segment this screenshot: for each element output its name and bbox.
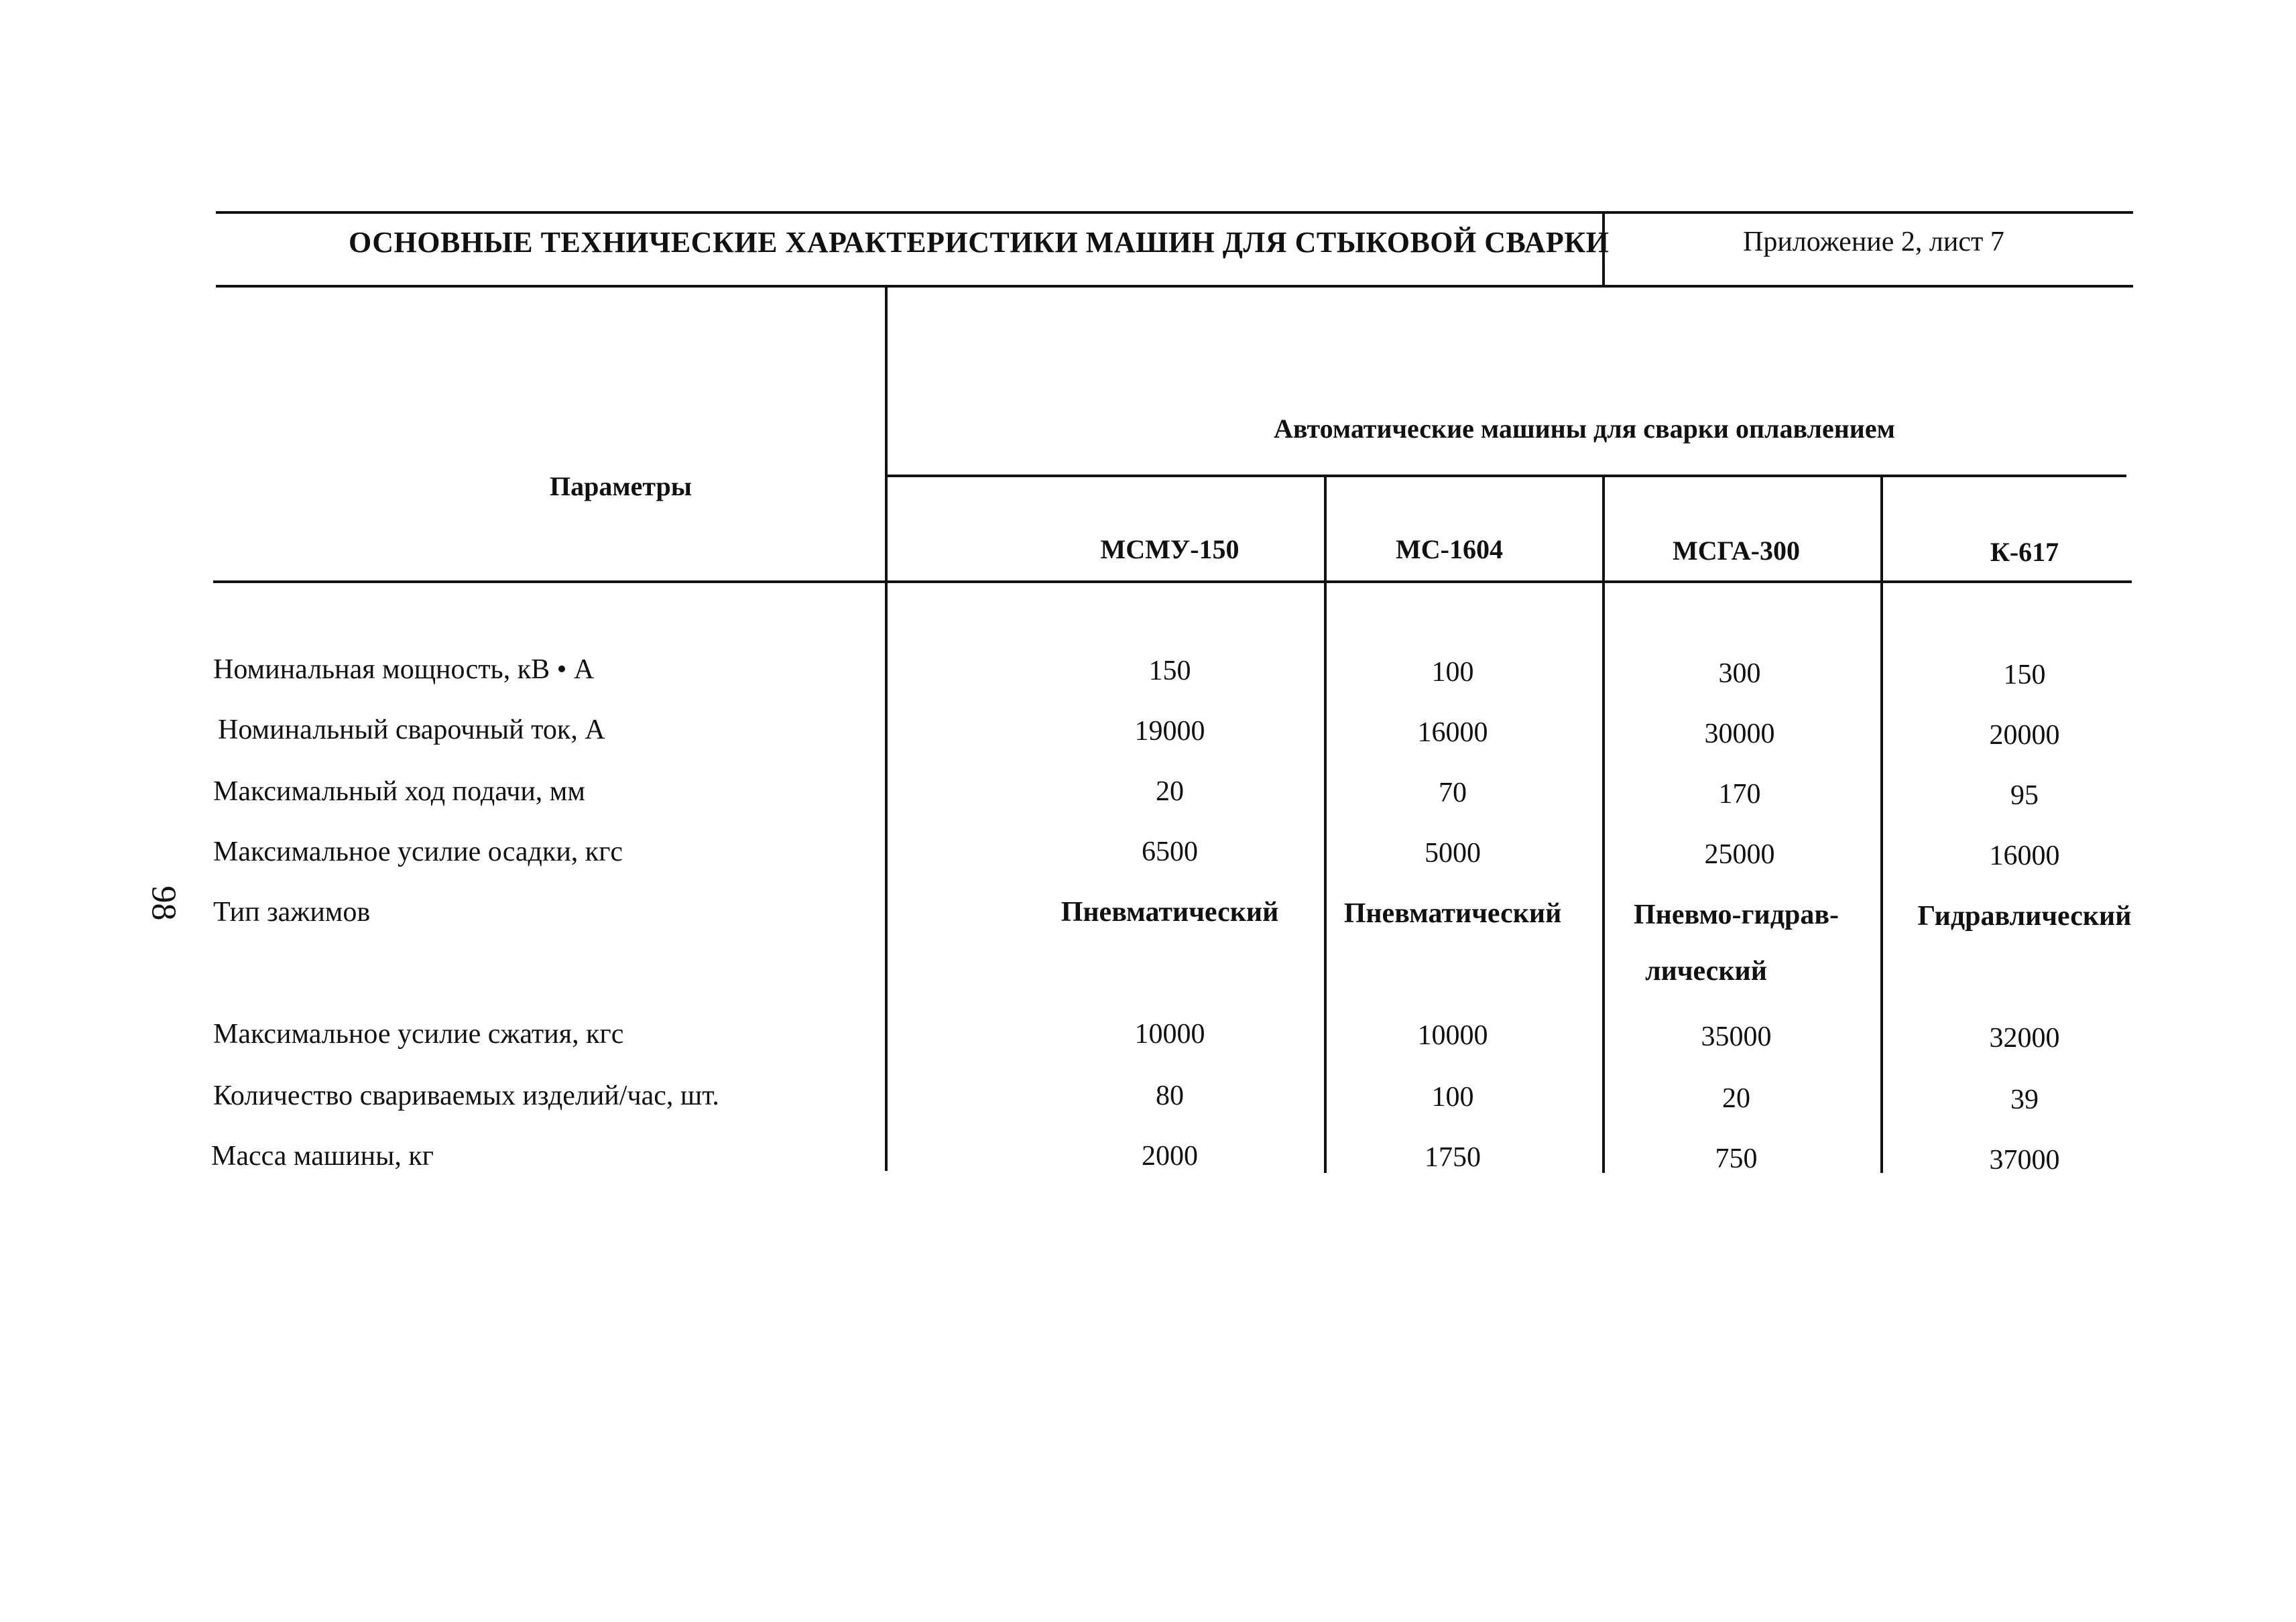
document-title: ОСНОВНЫЕ ТЕХНИЧЕСКИЕ ХАРАКТЕРИСТИКИ МАШИН ДЛЯ СТЫКОВОЙ СВАРКИ — [349, 226, 1610, 259]
cell-1-3: 300 — [1718, 658, 1761, 689]
page-number: 98 — [144, 885, 183, 921]
params-column-divider — [885, 286, 888, 1171]
row-label-2: Номинальный сварочный ток, А — [218, 714, 605, 745]
top-rule — [216, 211, 2133, 214]
model-header-1: МСМУ-150 — [1100, 534, 1240, 564]
cell-1-1: 150 — [1148, 656, 1191, 686]
cell-1-4: 150 — [2003, 660, 2046, 690]
cell-4-1: 6500 — [1142, 836, 1198, 867]
group-header: Автоматические машины для сварки оплавлением — [1274, 414, 1895, 444]
cell-5-3-continuation: лический — [1645, 956, 1767, 987]
row-label-3: Максимальный ход подачи, мм — [213, 776, 585, 807]
group-header-rule — [886, 475, 2126, 477]
row-label-6: Максимальное усилие сжатия, кгс — [213, 1019, 624, 1050]
cell-2-4: 20000 — [1989, 720, 2060, 751]
cell-8-2: 1750 — [1425, 1142, 1481, 1173]
cell-6-1: 10000 — [1134, 1019, 1205, 1050]
row-label-7: Количество свариваемых изделий/час, шт. — [213, 1080, 719, 1111]
header-bottom-rule — [213, 580, 2132, 583]
cell-2-3: 30000 — [1704, 719, 1775, 749]
cell-4-4: 16000 — [1989, 840, 2060, 871]
row-label-4: Максимальное усилие осадки, кгс — [213, 836, 623, 867]
cell-7-3: 20 — [1722, 1083, 1750, 1114]
cell-1-2: 100 — [1431, 657, 1474, 688]
model-header-3: МСГА-300 — [1673, 536, 1800, 566]
model-header-4: К-617 — [1990, 537, 2059, 567]
cell-5-2: Пневматический — [1343, 898, 1562, 929]
cell-7-2: 100 — [1431, 1082, 1474, 1113]
cell-6-2: 10000 — [1417, 1020, 1488, 1051]
cell-4-2: 5000 — [1425, 838, 1481, 869]
cell-5-1: Пневматический — [1061, 897, 1279, 928]
cell-5-4: Гидравлический — [1917, 901, 2132, 932]
row-label-8: Масса машины, кг — [211, 1141, 434, 1172]
cell-2-2: 16000 — [1417, 717, 1488, 748]
cell-4-3: 25000 — [1704, 839, 1775, 870]
params-header: Параметры — [550, 471, 692, 501]
cell-6-4: 32000 — [1989, 1023, 2060, 1054]
cell-8-1: 2000 — [1142, 1141, 1198, 1172]
title-bottom-rule — [216, 285, 2133, 288]
cell-2-1: 19000 — [1134, 716, 1205, 747]
row-label-5: Тип зажимов — [213, 897, 371, 928]
cell-3-4: 95 — [2010, 780, 2039, 811]
cell-3-1: 20 — [1156, 776, 1184, 807]
cell-8-3: 750 — [1715, 1143, 1758, 1174]
cell-7-4: 39 — [2010, 1084, 2039, 1115]
cell-8-4: 37000 — [1989, 1145, 2060, 1176]
cell-3-3: 170 — [1718, 779, 1761, 810]
appendix-label: Приложение 2, лист 7 — [1743, 227, 2004, 257]
cell-7-1: 80 — [1156, 1080, 1184, 1111]
title-divider — [1602, 212, 1605, 286]
model-header-2: МС-1604 — [1396, 534, 1503, 564]
cell-6-3: 35000 — [1701, 1021, 1772, 1052]
cell-5-3: Пневмо-гидрав- — [1633, 899, 1839, 930]
row-label-1: Номинальная мощность, кВ • А — [213, 654, 595, 685]
cell-3-2: 70 — [1439, 777, 1467, 808]
